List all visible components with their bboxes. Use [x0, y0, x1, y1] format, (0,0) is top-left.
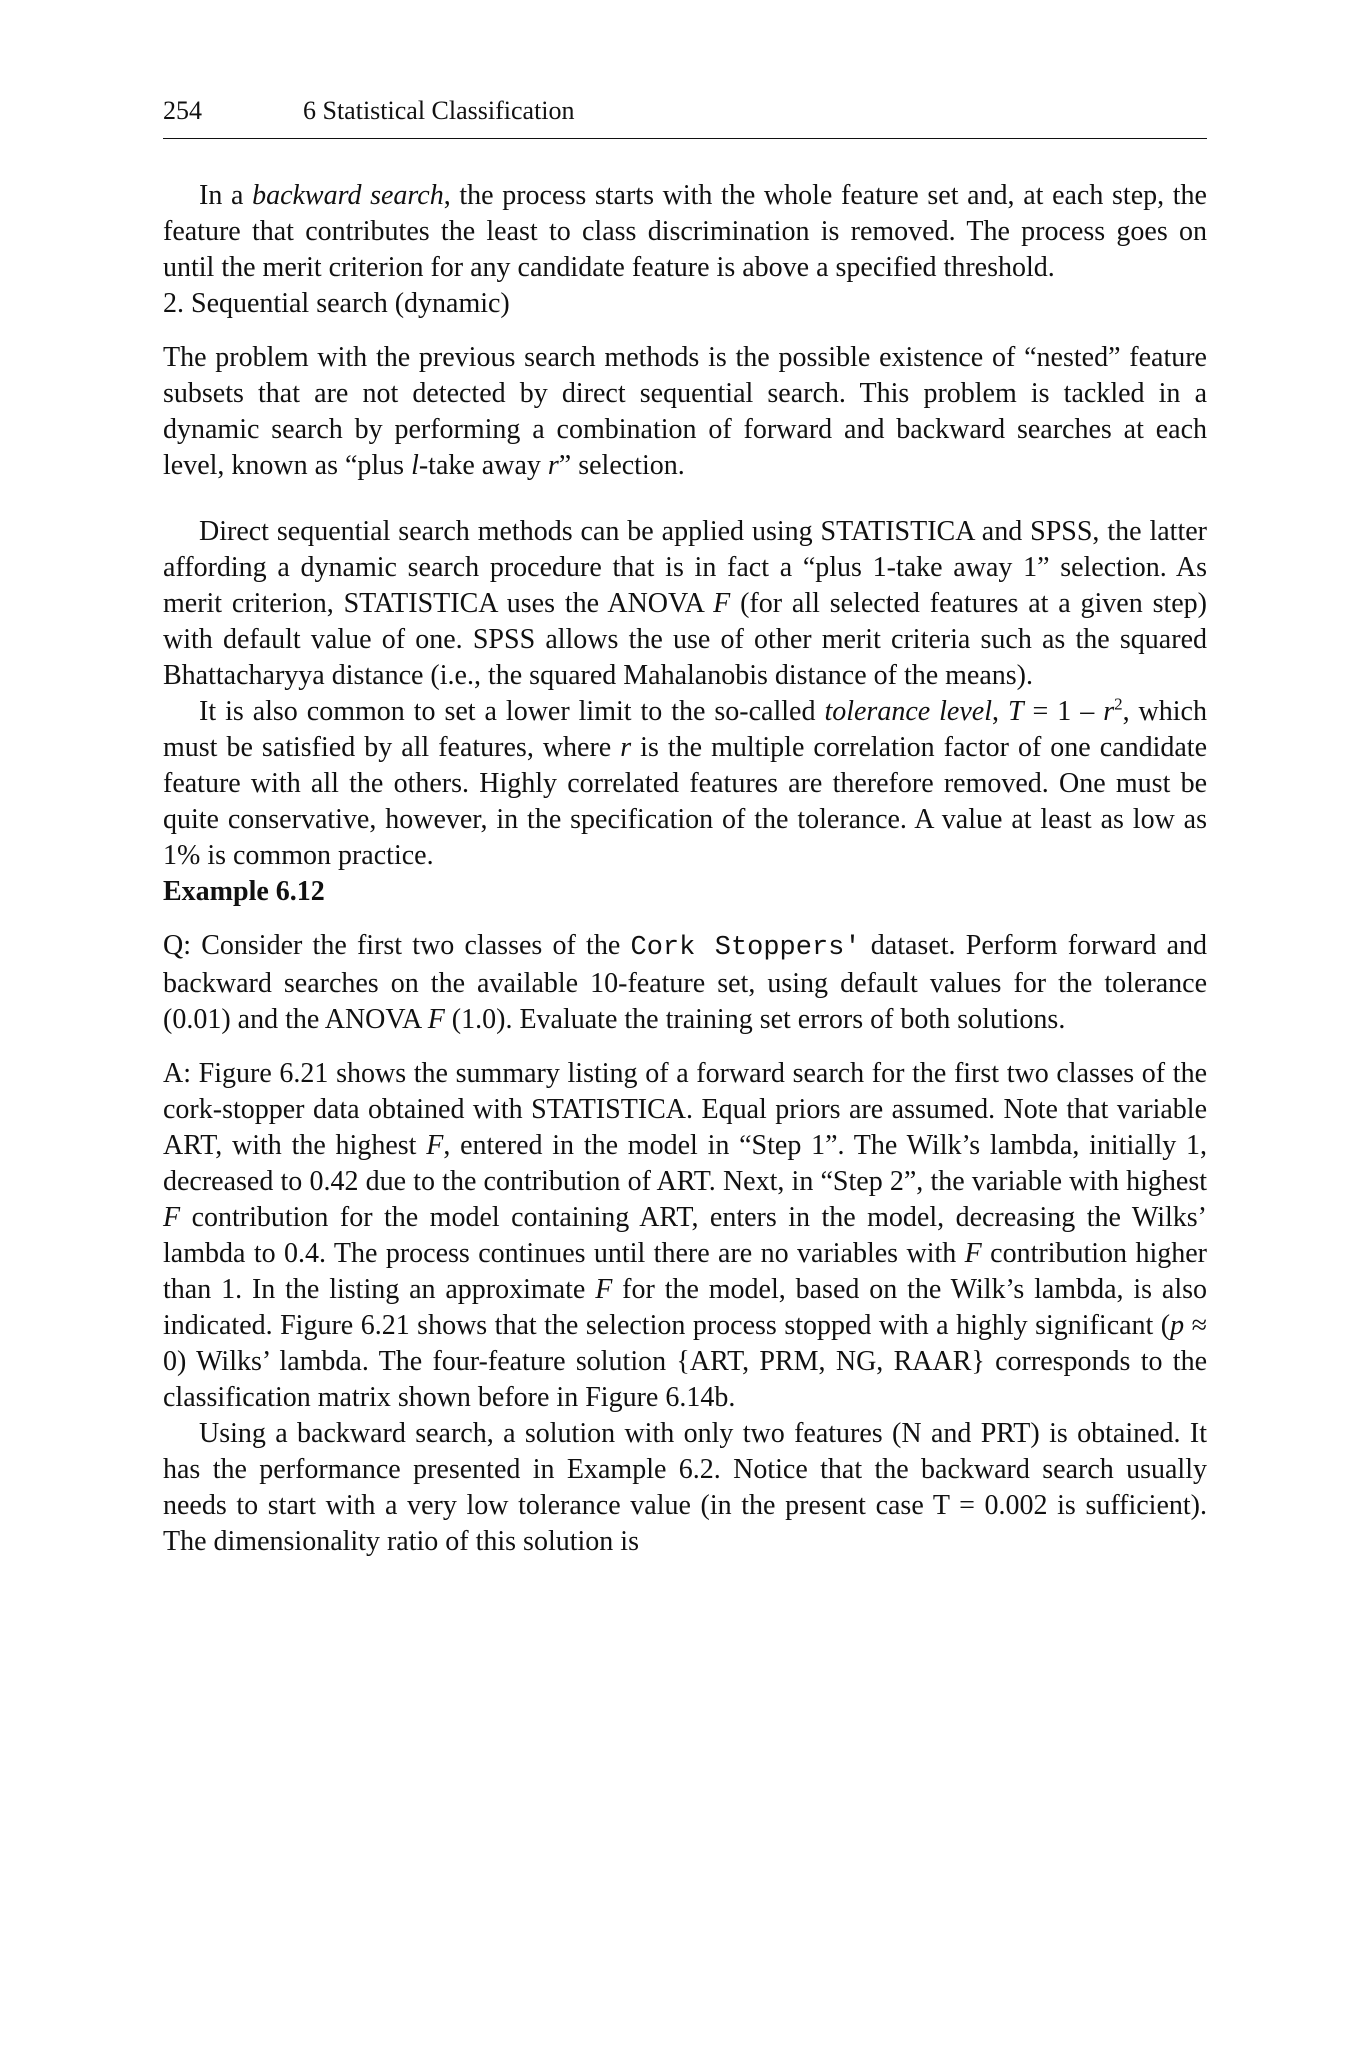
section-heading-sequential-dynamic: 2. Sequential search (dynamic) [163, 288, 510, 319]
paragraph-tolerance: It is also common to set a lower limit to the so-called tolerance level, $T = 1 - r^2$, which must be satisfied by all features, where r is the multiple correlation factor of one candidate feature with all the others. Highly correlated features are therefore removed. One must be quite conservative, however, in the specification of the tolerance. A value at least as low as 1% is common practice. [163, 694, 1208, 871]
paragraph-backward-search: In a backward search, the process starts with the whole feature set and, at each step, the feature that contributes the least to class discrimination is removed. The process goes on until the merit criterion for any candidate feature is above a specified threshold. [163, 180, 1207, 283]
dataset-name-code: Cork Stoppers' [630, 933, 861, 963]
example-heading: Example 6.12 [163, 876, 325, 907]
chapter-title: 6 Statistical Classification [303, 96, 575, 125]
page-number: 254 [163, 96, 202, 125]
paragraph-software: Direct sequential search methods can be applied using STATISTICA and SPSS, the latter affording a dynamic search procedure that is in fact a “plus 1-take away 1” selection. As merit criterion, STATISTICA uses the ANOVA F (for all selected features at a given step) with default value of one. SPSS allows the use of other merit criteria such as the squared Bhattacharyya distance (i.e., the squared Mahalanobis distance of the means). [163, 516, 1207, 691]
running-header [163, 96, 1207, 139]
paragraph-dynamic-search: The problem with the previous search methods is the possible existence of “nested” feature subsets that are not detected by direct sequential search. This problem is tackled in a dynamic search by performing a combination of forward and backward searches at each level, known as “plus l-take away r” selection. [163, 342, 1207, 481]
book-page [163, 96, 1207, 1560]
example-question: Q: Consider the first two classes of the Cork Stoppers' dataset. Perform forward and backward searches on the available 10-feature set, using default values for the tolerance (0.01) and the ANOVA F (1.0). Evaluate the training set errors of both solutions. [163, 930, 1207, 1035]
body-text [163, 178, 1207, 1560]
paragraph-backward-solution: Using a backward search, a solution with only two features (N and PRT) is obtained. It has the performance presented in Example 6.2. Notice that the backward search usually needs to start with a very low tolerance value (in the present case T = 0.002 is sufficient). The dimensionality ratio of this solution is [163, 1418, 1207, 1557]
example-answer: A: Figure 6.21 shows the summary listing of a forward search for the first two classes of the cork-stopper data obtained with STATISTICA. Equal priors are assumed. Note that variable ART, with the highest F, entered in the model in “Step 1”. The Wilk’s lambda, initially 1, decreased to 0.42 due to the contribution of ART. Next, in “Step 2”, the variable with highest F contribution for the model containing ART, enters in the model, decreasing the Wilks’ lambda to 0.4. The process continues until there are no variables with F contribution higher than 1. In the listing an approximate F for the model, based on the Wilk’s lambda, is also indicated. Figure 6.21 shows that the selection process stopped with a highly significant (p ≈ 0) Wilks’ lambda. The four-feature solution {ART, PRM, NG, RAAR} corresponds to the classification matrix shown before in Figure 6.14b. [163, 1058, 1208, 1413]
